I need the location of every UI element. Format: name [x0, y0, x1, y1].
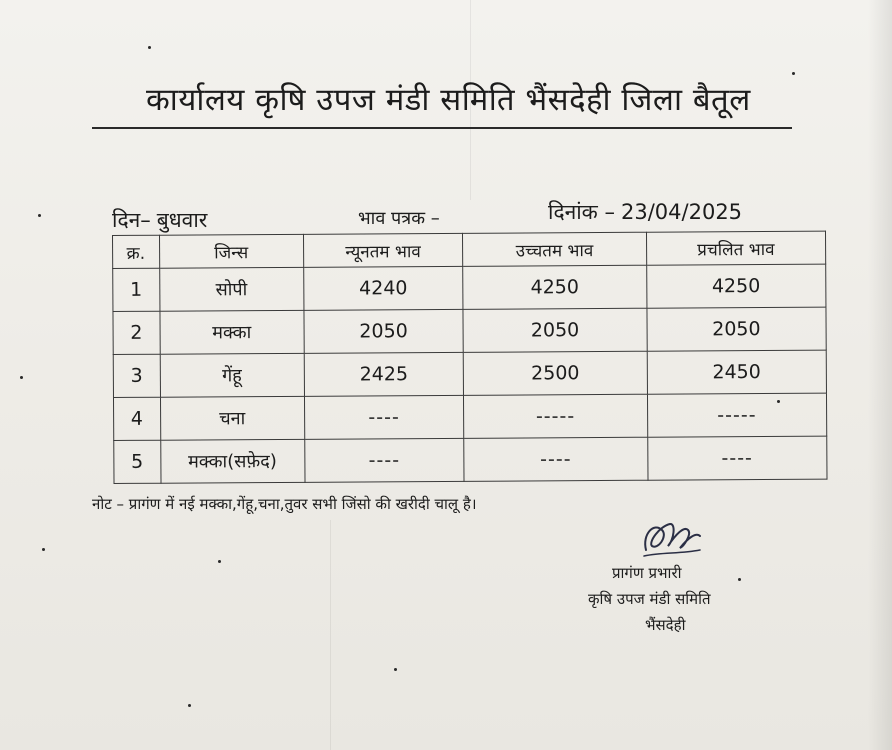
cell-serial: 3 [113, 354, 160, 397]
handwritten-signature [640, 516, 704, 560]
paper-speck [394, 668, 397, 671]
cell-max-price: ----- [464, 394, 648, 438]
cell-modal-price: 2050 [647, 307, 827, 351]
paper-speck [38, 214, 41, 217]
cell-commodity: चना [160, 396, 304, 440]
signatory-office: कृषि उपज मंडी समिति [588, 590, 711, 608]
date-value: 23/04/2025 [621, 200, 743, 224]
cell-min-price: ---- [304, 395, 464, 439]
cell-serial: 2 [113, 311, 160, 354]
paper-speck [42, 548, 45, 551]
signatory-designation: प्रागंण प्रभारी [612, 564, 682, 582]
cell-commodity: गेंहू [160, 353, 304, 397]
page-edge-shadow [868, 0, 892, 750]
paper-speck [148, 46, 151, 49]
table-header-row [113, 231, 826, 268]
header-serial: क्र. [113, 235, 160, 268]
header-max-price: उच्चतम भाव [463, 232, 646, 266]
title-underline [92, 127, 792, 129]
cell-serial: 4 [113, 397, 160, 440]
purchase-note: नोट – प्रागंण में नई मक्का,गेंहू,चना,तुवर सभी जिंसो की खरीदी चालू है। [92, 495, 477, 513]
cell-modal-price: 2450 [647, 350, 827, 394]
day-value: बुधवार [156, 208, 208, 232]
table-row [113, 307, 826, 354]
rate-table [112, 231, 828, 484]
day-line [112, 206, 207, 234]
office-title: कार्यालय कृषि उपज मंडी समिति भैंसदेही जिला बैतूल [146, 82, 751, 118]
cell-min-price: 4240 [303, 266, 463, 310]
table-row [114, 436, 827, 483]
date-label: दिनांक – [548, 200, 615, 224]
paper-crease [330, 520, 331, 750]
table-row [113, 350, 826, 397]
cell-modal-price: 4250 [646, 264, 826, 308]
header-modal-price: प्रचलित भाव [646, 231, 826, 265]
day-label: दिन– [112, 208, 151, 232]
header-min-price: न्यूनतम भाव [303, 233, 463, 267]
cell-commodity: मक्का [160, 310, 304, 354]
cell-min-price: ---- [304, 438, 464, 482]
paper-speck [188, 704, 191, 707]
cell-modal-price: ----- [647, 393, 827, 437]
cell-serial: 5 [114, 440, 161, 483]
cell-commodity: सोपी [159, 267, 303, 311]
date-line [548, 198, 742, 226]
signatory-place: भैंसदेही [645, 616, 686, 634]
paper-speck [792, 72, 795, 75]
cell-min-price: 2050 [304, 309, 464, 353]
paper-speck [20, 376, 23, 379]
cell-max-price: 2500 [464, 351, 648, 395]
cell-serial: 1 [113, 268, 160, 311]
cell-max-price: 4250 [463, 265, 647, 309]
paper-speck [218, 560, 221, 563]
rate-sheet-label: भाव पत्रक – [358, 208, 440, 229]
table-row [113, 264, 826, 311]
cell-modal-price: ---- [647, 436, 827, 480]
paper-speck [738, 578, 741, 581]
cell-commodity: मक्का(सफ़ेद) [160, 439, 304, 483]
table-row [113, 393, 826, 440]
cell-max-price: 2050 [463, 308, 647, 352]
paper-speck [777, 400, 780, 403]
header-commodity: जिन्स [159, 234, 303, 268]
cell-min-price: 2425 [304, 352, 464, 396]
cell-max-price: ---- [464, 437, 648, 481]
